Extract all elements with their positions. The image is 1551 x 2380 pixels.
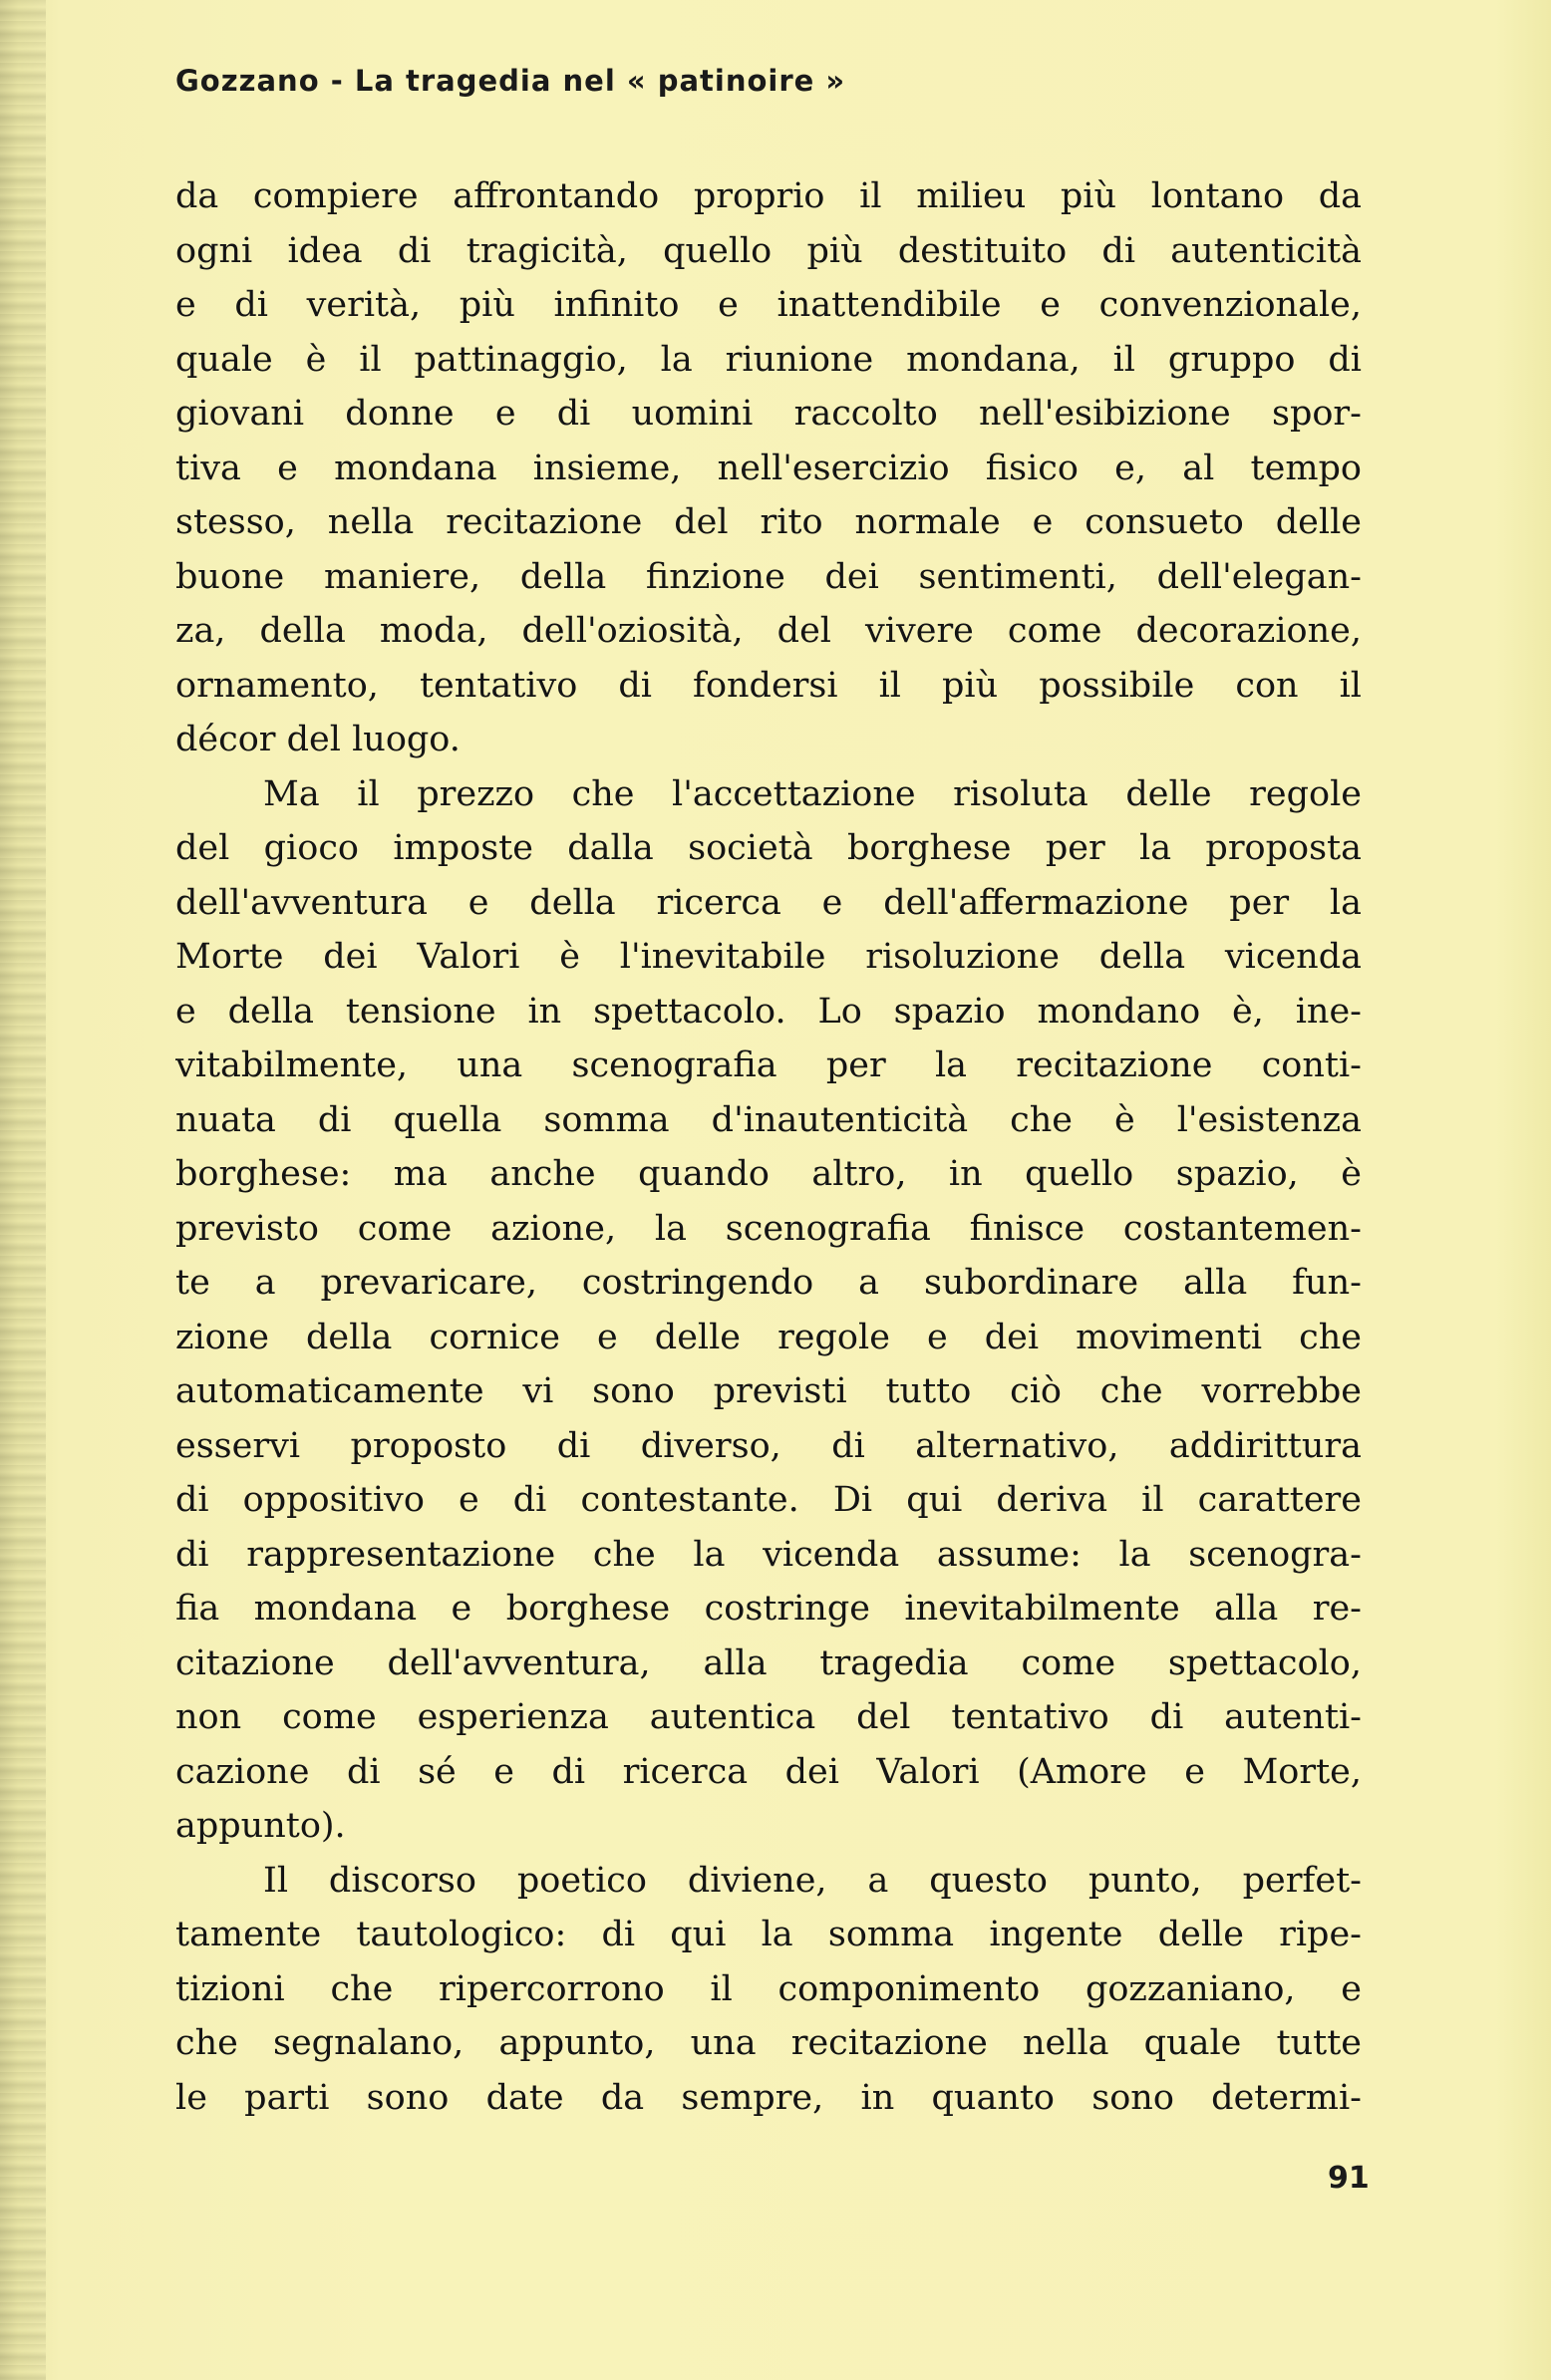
text-line: za, della moda, dell'oziosità, del vivere come decorazione, — [175, 611, 1362, 651]
text-line: fia mondana e borghese costringe inevitabilmente alla re- — [175, 1589, 1362, 1629]
text-line: borghese: ma anche quando altro, in quello spazio, è — [175, 1154, 1362, 1194]
text-line: automaticamente vi sono previsti tutto ciò che vorrebbe — [175, 1371, 1362, 1411]
text-line: ogni idea di tragicità, quello più destituito di autenticità — [175, 230, 1362, 271]
text-line: ornamento, tentativo di fondersi il più possibile con il — [175, 665, 1362, 706]
text-line: tizioni che ripercorrono il componimento gozzaniano, e — [175, 1968, 1362, 2009]
text-line: dell'avventura e della ricerca e dell'affermazione per la — [175, 882, 1362, 923]
book-spine-shadow — [0, 0, 46, 2380]
text-line: quale è il pattinaggio, la riunione mondana, il gruppo di — [175, 339, 1362, 380]
text-line: buone maniere, della finzione dei sentimenti, dell'elegan- — [175, 556, 1362, 597]
text-line: da compiere affrontando proprio il milieu più lontano da — [175, 176, 1362, 216]
text-line: vitabilmente, una scenografia per la recitazione conti- — [175, 1045, 1362, 1085]
body-text — [175, 169, 1362, 2125]
text-line: le parti sono date da sempre, in quanto sono determi- — [175, 2077, 1362, 2118]
text-line: te a prevaricare, costringendo a subordinare alla fun- — [175, 1263, 1362, 1303]
paragraph-start-line: Il discorso poetico diviene, a questo punto, perfet- — [263, 1860, 1362, 1901]
text-line: previsto come azione, la scenografia finisce costantemen- — [175, 1208, 1362, 1249]
text-line: di oppositivo e di contestante. Di qui deriva il carattere — [175, 1480, 1362, 1520]
text-line: décor del luogo. — [175, 720, 461, 759]
text-line: esservi proposto di diverso, di alternativo, addirittura — [175, 1425, 1362, 1466]
text-line: che segnalano, appunto, una recitazione nella quale tutte — [175, 2023, 1362, 2063]
text-line: e della tensione in spettacolo. Lo spazio mondano è, ine- — [175, 991, 1362, 1032]
text-line: Morte dei Valori è l'inevitabile risoluzione della vicenda — [175, 937, 1362, 977]
text-line: tiva e mondana insieme, nell'esercizio fisico e, al tempo — [175, 447, 1362, 488]
text-line: e di verità, più infinito e inattendibile e convenzionale, — [175, 285, 1362, 325]
text-line: appunto). — [175, 1806, 346, 1846]
text-line: zione della cornice e delle regole e dei movimenti che — [175, 1317, 1362, 1357]
text-line: stesso, nella recitazione del rito normale e consueto delle — [175, 502, 1362, 542]
text-line: giovani donne e di uomini raccolto nell'esibizione spor- — [175, 394, 1362, 434]
text-line: del gioco imposte dalla società borghese per la proposta — [175, 828, 1362, 868]
text-line: citazione dell'avventura, alla tragedia come spettacolo, — [175, 1642, 1362, 1683]
text-line: tamente tautologico: di qui la somma ingente delle ripe- — [175, 1915, 1362, 1954]
page-number: 91 — [1328, 2161, 1370, 2196]
running-header: Gozzano - La tragedia nel « patinoire » — [175, 64, 846, 98]
paragraph-start-line: Ma il prezzo che l'accettazione risoluta delle regole — [263, 773, 1362, 814]
text-line: non come esperienza autentica del tentativo di autenti- — [175, 1697, 1362, 1737]
text-line: nuata di quella somma d'inautenticità che è l'esistenza — [175, 1099, 1362, 1140]
text-line: cazione di sé e di ricerca dei Valori (Amore e Morte, — [175, 1751, 1362, 1792]
text-line: di rappresentazione che la vicenda assume: la scenogra- — [175, 1534, 1362, 1575]
